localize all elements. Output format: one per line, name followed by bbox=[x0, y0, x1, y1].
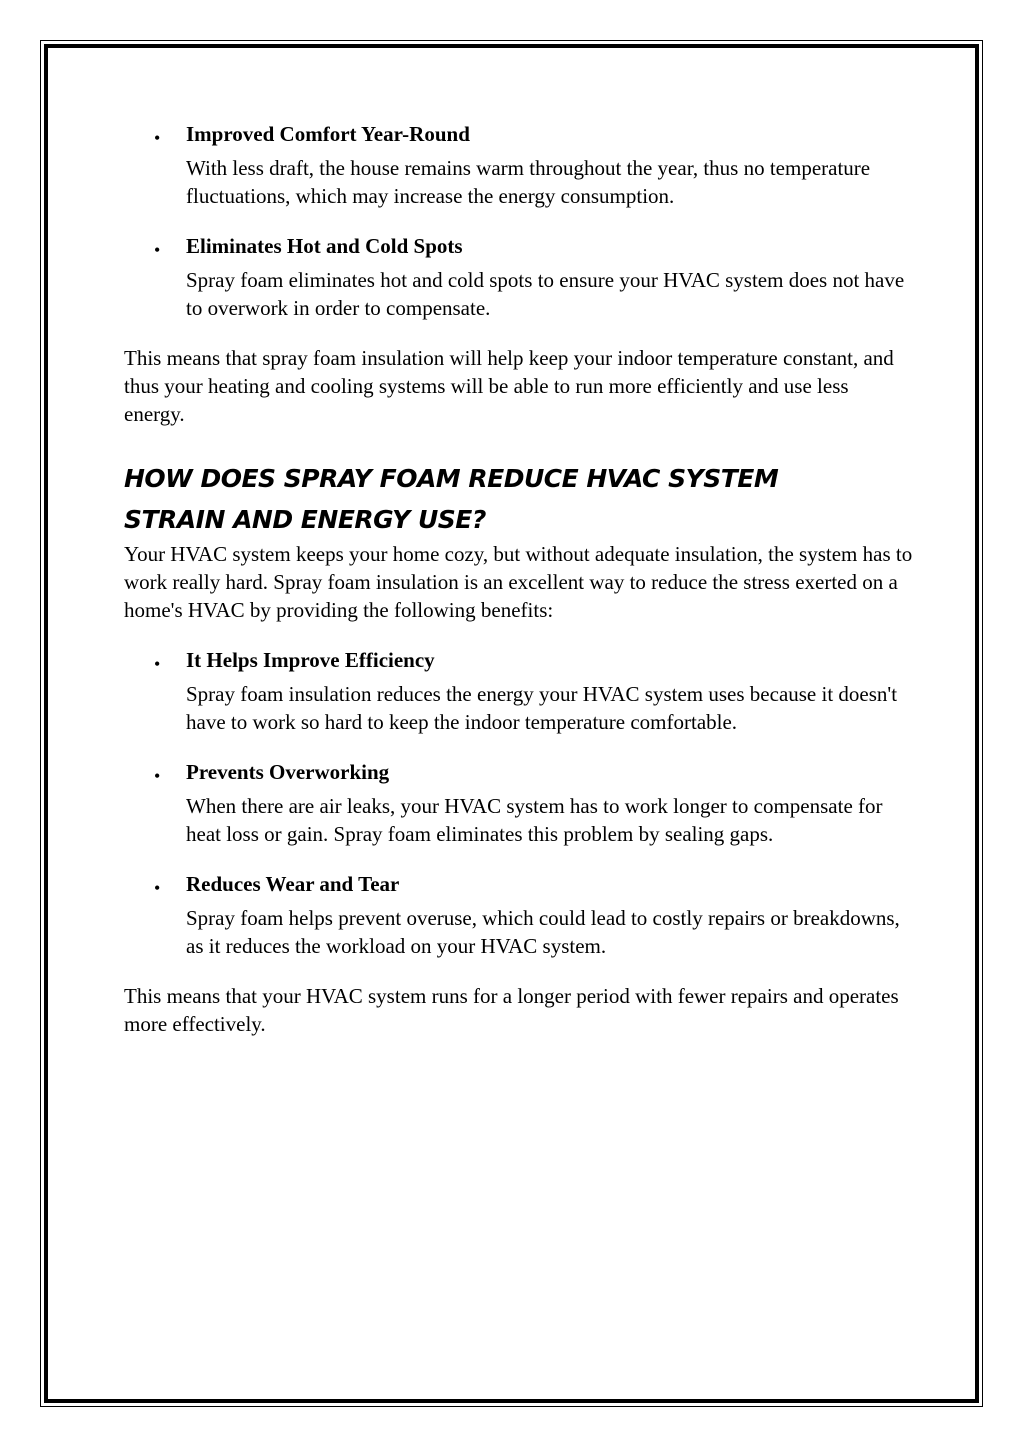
bullet-text: Spray foam insulation reduces the energy your HVAC system uses because it doesn't have to work so hard to keep the indoor temperature comfortable. bbox=[186, 682, 898, 734]
bullet-icon: • bbox=[154, 766, 161, 786]
bullet-item bbox=[124, 120, 914, 210]
bullet-title: Improved Comfort Year-Round bbox=[186, 122, 470, 146]
section-intro: Your HVAC system keeps your home cozy, but without adequate insulation, the system has to work really hard. Spray foam insulation is an excellent way to reduce the stress exerted on a home's HVAC by providing the following benefits: bbox=[124, 542, 913, 622]
bullet-text: With less draft, the house remains warm throughout the year, thus no temperature fluctuations, which may increase the energy consumption. bbox=[186, 156, 871, 208]
bullet-item bbox=[124, 646, 914, 736]
bullet-text: Spray foam eliminates hot and cold spots to ensure your HVAC system does not have to overwork in order to compensate. bbox=[186, 268, 905, 320]
bullet-item bbox=[124, 232, 914, 322]
bullet-title: Eliminates Hot and Cold Spots bbox=[186, 234, 463, 258]
bullet-icon: • bbox=[154, 240, 161, 260]
bullet-item bbox=[124, 758, 914, 848]
page-content bbox=[124, 120, 914, 1060]
bullet-icon: • bbox=[154, 878, 161, 898]
bullet-text: When there are air leaks, your HVAC system has to work longer to compensate for heat loss or gain. Spray foam eliminates this problem by sealing gaps. bbox=[186, 794, 883, 846]
bullet-title: It Helps Improve Efficiency bbox=[186, 648, 435, 672]
bullet-icon: • bbox=[154, 128, 161, 148]
section-conclusion: This means that spray foam insulation will help keep your indoor temperature constant, and thus your heating and cooling systems will be able to run more efficiently and use less energy. bbox=[124, 346, 894, 426]
bullet-title: Prevents Overworking bbox=[186, 760, 390, 784]
heading-line: HOW DOES SPRAY FOAM REDUCE HVAC SYSTEM bbox=[124, 464, 779, 493]
bullet-icon: • bbox=[154, 654, 161, 674]
bullet-item bbox=[124, 870, 914, 960]
section-conclusion: This means that your HVAC system runs for a longer period with fewer repairs and operates more effectively. bbox=[124, 984, 899, 1036]
bullet-title: Reduces Wear and Tear bbox=[186, 872, 400, 896]
section-heading bbox=[124, 458, 914, 540]
bullet-text: Spray foam helps prevent overuse, which could lead to costly repairs or breakdowns, as it reduces the workload on your HVAC system. bbox=[186, 906, 900, 958]
heading-line: STRAIN AND ENERGY USE? bbox=[124, 505, 486, 534]
